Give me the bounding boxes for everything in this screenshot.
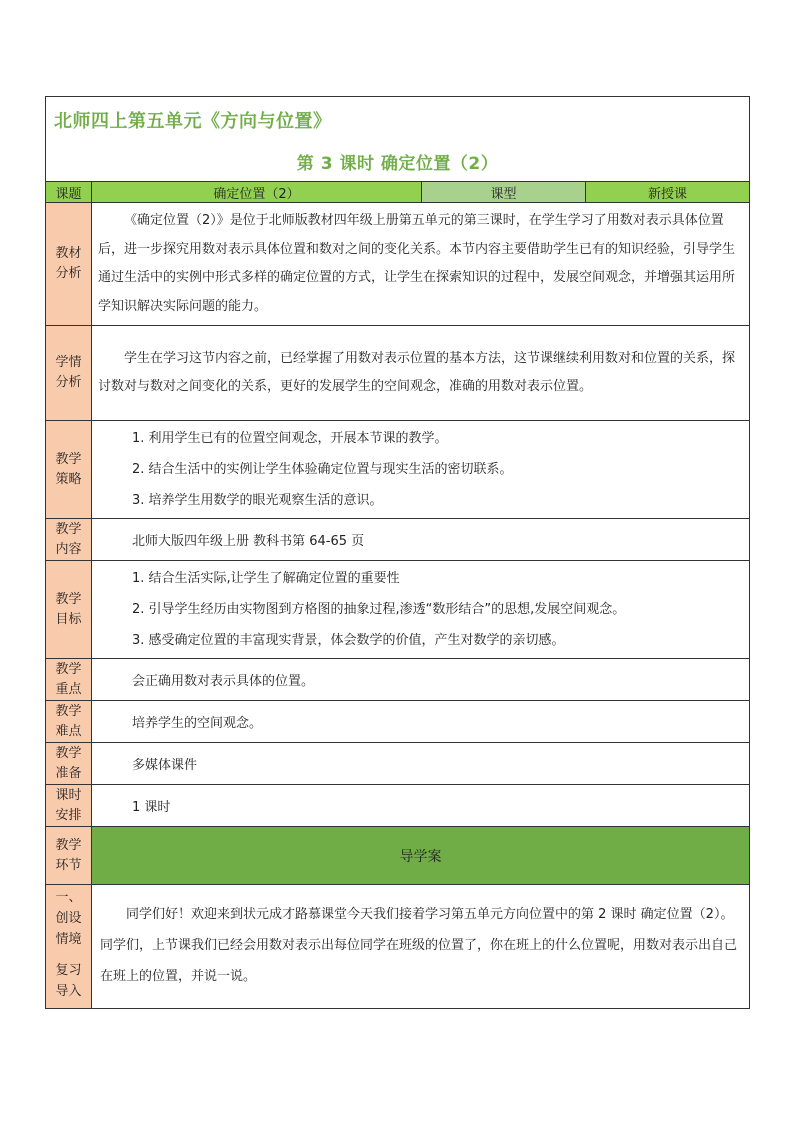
intro-label: 一、 创设 情境 复习 导入: [46, 885, 92, 1009]
list-item: 3. 感受确定位置的丰富现实背景，体会数学的价值，产生对数学的亲切感。: [132, 633, 565, 648]
students-row: [46, 326, 750, 421]
difficulty-label: 教学 难点: [46, 701, 92, 743]
schedule-row: [46, 785, 750, 827]
goals-label: 教学 目标: [46, 561, 92, 659]
schedule-text: 1 课时: [92, 785, 750, 827]
difficulty-row: [46, 701, 750, 743]
type-value: 新授课: [586, 182, 750, 203]
lesson-subtitle: 第 3 课时 确定位置（2）: [296, 154, 499, 174]
material-text: 《确定位置（2）》是位于北师版教材四年级上册第五单元的第三课时，在学生学习了用数对表示具体位置后，进一步探究用数对表示具体位置和数对之间的变化关系。本节内容主要借助学生已有的知识经验，引导学生通过生活中的实例中形式多样的确定位置的方式，让学生在探索知识的过程中，发展空间观念，并增强其运用所学知识解决实际问题的能力。: [92, 203, 750, 326]
material-label: 教材 分析: [46, 203, 92, 326]
intro-row: [46, 885, 750, 1009]
info-row: [46, 182, 750, 203]
preparation-label: 教学 准备: [46, 743, 92, 785]
lesson-plan-table: [45, 96, 750, 1009]
difficulty-text: 培养学生的空间观念。: [92, 701, 750, 743]
intro-text: 同学们好！欢迎来到状元成才路慕课堂今天我们接着学习第五单元方向位置中的第 2 课时 确定位置（2）。同学们，上节课我们已经会用数对表示出每位同学在班级的位置了，你在班上的什么位置呢，用数对表示出自己在班上的位置，并说一说。: [92, 885, 750, 1009]
list-item: 2. 引导学生经历由实物图到方格图的抽象过程,渗透“数形结合”的思想,发展空间观念。: [132, 602, 626, 617]
preparation-row: [46, 743, 750, 785]
content-row: [46, 519, 750, 561]
students-text: 学生在学习这节内容之前，已经掌握了用数对表示位置的基本方法，这节课继续利用数对和位置的关系，探讨数对与数对之间变化的关系，更好的发展学生的空间观念，准确的用数对表示位置。: [92, 326, 750, 421]
strategy-label: 教学 策略: [46, 421, 92, 519]
title-cell: [46, 97, 750, 182]
content-text: 北师大版四年级上册 教科书第 64-65 页: [92, 519, 750, 561]
type-label: 课型: [422, 182, 586, 203]
content-label: 教学 内容: [46, 519, 92, 561]
list-item: 3. 培养学生用数学的眼光观察生活的意识。: [132, 493, 383, 508]
list-item: 1. 结合生活实际,让学生了解确定位置的重要性: [132, 571, 400, 586]
schedule-label: 课时 安排: [46, 785, 92, 827]
process-label: 教学 环节: [46, 827, 92, 885]
guide-header: 导学案: [92, 827, 750, 885]
goals-list: [92, 561, 750, 659]
material-row: [46, 203, 750, 326]
key-point-row: [46, 659, 750, 701]
lesson-plan-page: [45, 96, 749, 1009]
strategy-list: [92, 421, 750, 519]
list-item: 2. 结合生活中的实例让学生体验确定位置与现实生活的密切联系。: [132, 462, 513, 477]
topic-value: 确定位置（2）: [92, 182, 422, 203]
goals-row: [46, 561, 750, 659]
key-point-label: 教学 重点: [46, 659, 92, 701]
key-point-text: 会正确用数对表示具体的位置。: [92, 659, 750, 701]
topic-label: 课题: [46, 182, 92, 203]
process-row: [46, 827, 750, 885]
main-title: 北师四上第五单元《方向与位置》: [54, 111, 332, 132]
list-item: 1. 利用学生已有的位置空间观念，开展本节课的教学。: [132, 431, 448, 446]
students-label: 学情 分析: [46, 326, 92, 421]
strategy-row: [46, 421, 750, 519]
preparation-text: 多媒体课件: [92, 743, 750, 785]
